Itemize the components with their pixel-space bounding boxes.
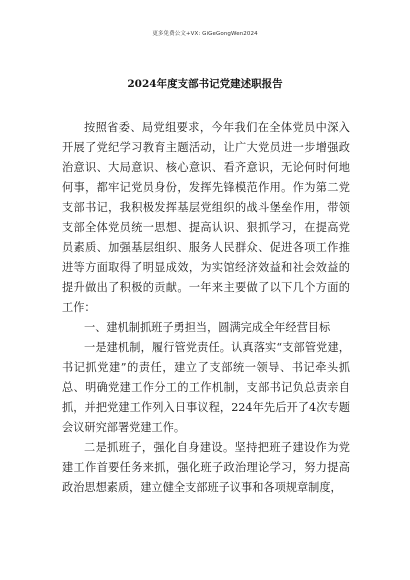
- header-note: 更多免费公文+VX: GiGeGongWen2024: [152, 31, 258, 37]
- paragraph-section-heading: 一、建机制抓班子勇担当，圆满完成全年经营目标: [84, 321, 331, 334]
- paragraph-item-one: 一是建机制，履行管党责任。认真落实“支部管党建，书记抓党建”的责任，建立了支部统一领导、书记牵头抓总、明确党建工作分工的工作机制，支部书记负总责亲自抓，并把党建工作列入日事议程，224年先后开了4次专题会议研究部署党建工作。: [62, 341, 350, 434]
- paragraph-intro: 按照省委、局党组要求，今年我们在全体党员中深入开展了党纪学习教育主题活动，让广大党员进一步增强政治意识、大局意识、核心意识、看齐意识，无论何时何地何事，都牢记党员身份，发挥先锋模范作用。作为第二党支部书记，我积极发挥基层党组织的战斗堡垒作用，带领支部全体党员统一思想、提高认识、狠抓学习，在提高党员素质、加强基层组织、服务人民群众、促进各项工作推进等方面取得了明显成效，为实馆经济效益和社会效益的提升做出了积极的贡献。一年来主要做了以下几个方面的工作：: [62, 121, 350, 314]
- document-body: [62, 118, 350, 498]
- paragraph-item-two: 二是抓班子，强化自身建设。坚持把班子建设作为党建工作首要任务来抓，强化班子政治理论学习，努力提高政治思想素质，建立健全支部班子议事和各项规章制度，: [62, 441, 350, 494]
- page-title: 2024年度支部书记党建述职报告: [127, 78, 283, 90]
